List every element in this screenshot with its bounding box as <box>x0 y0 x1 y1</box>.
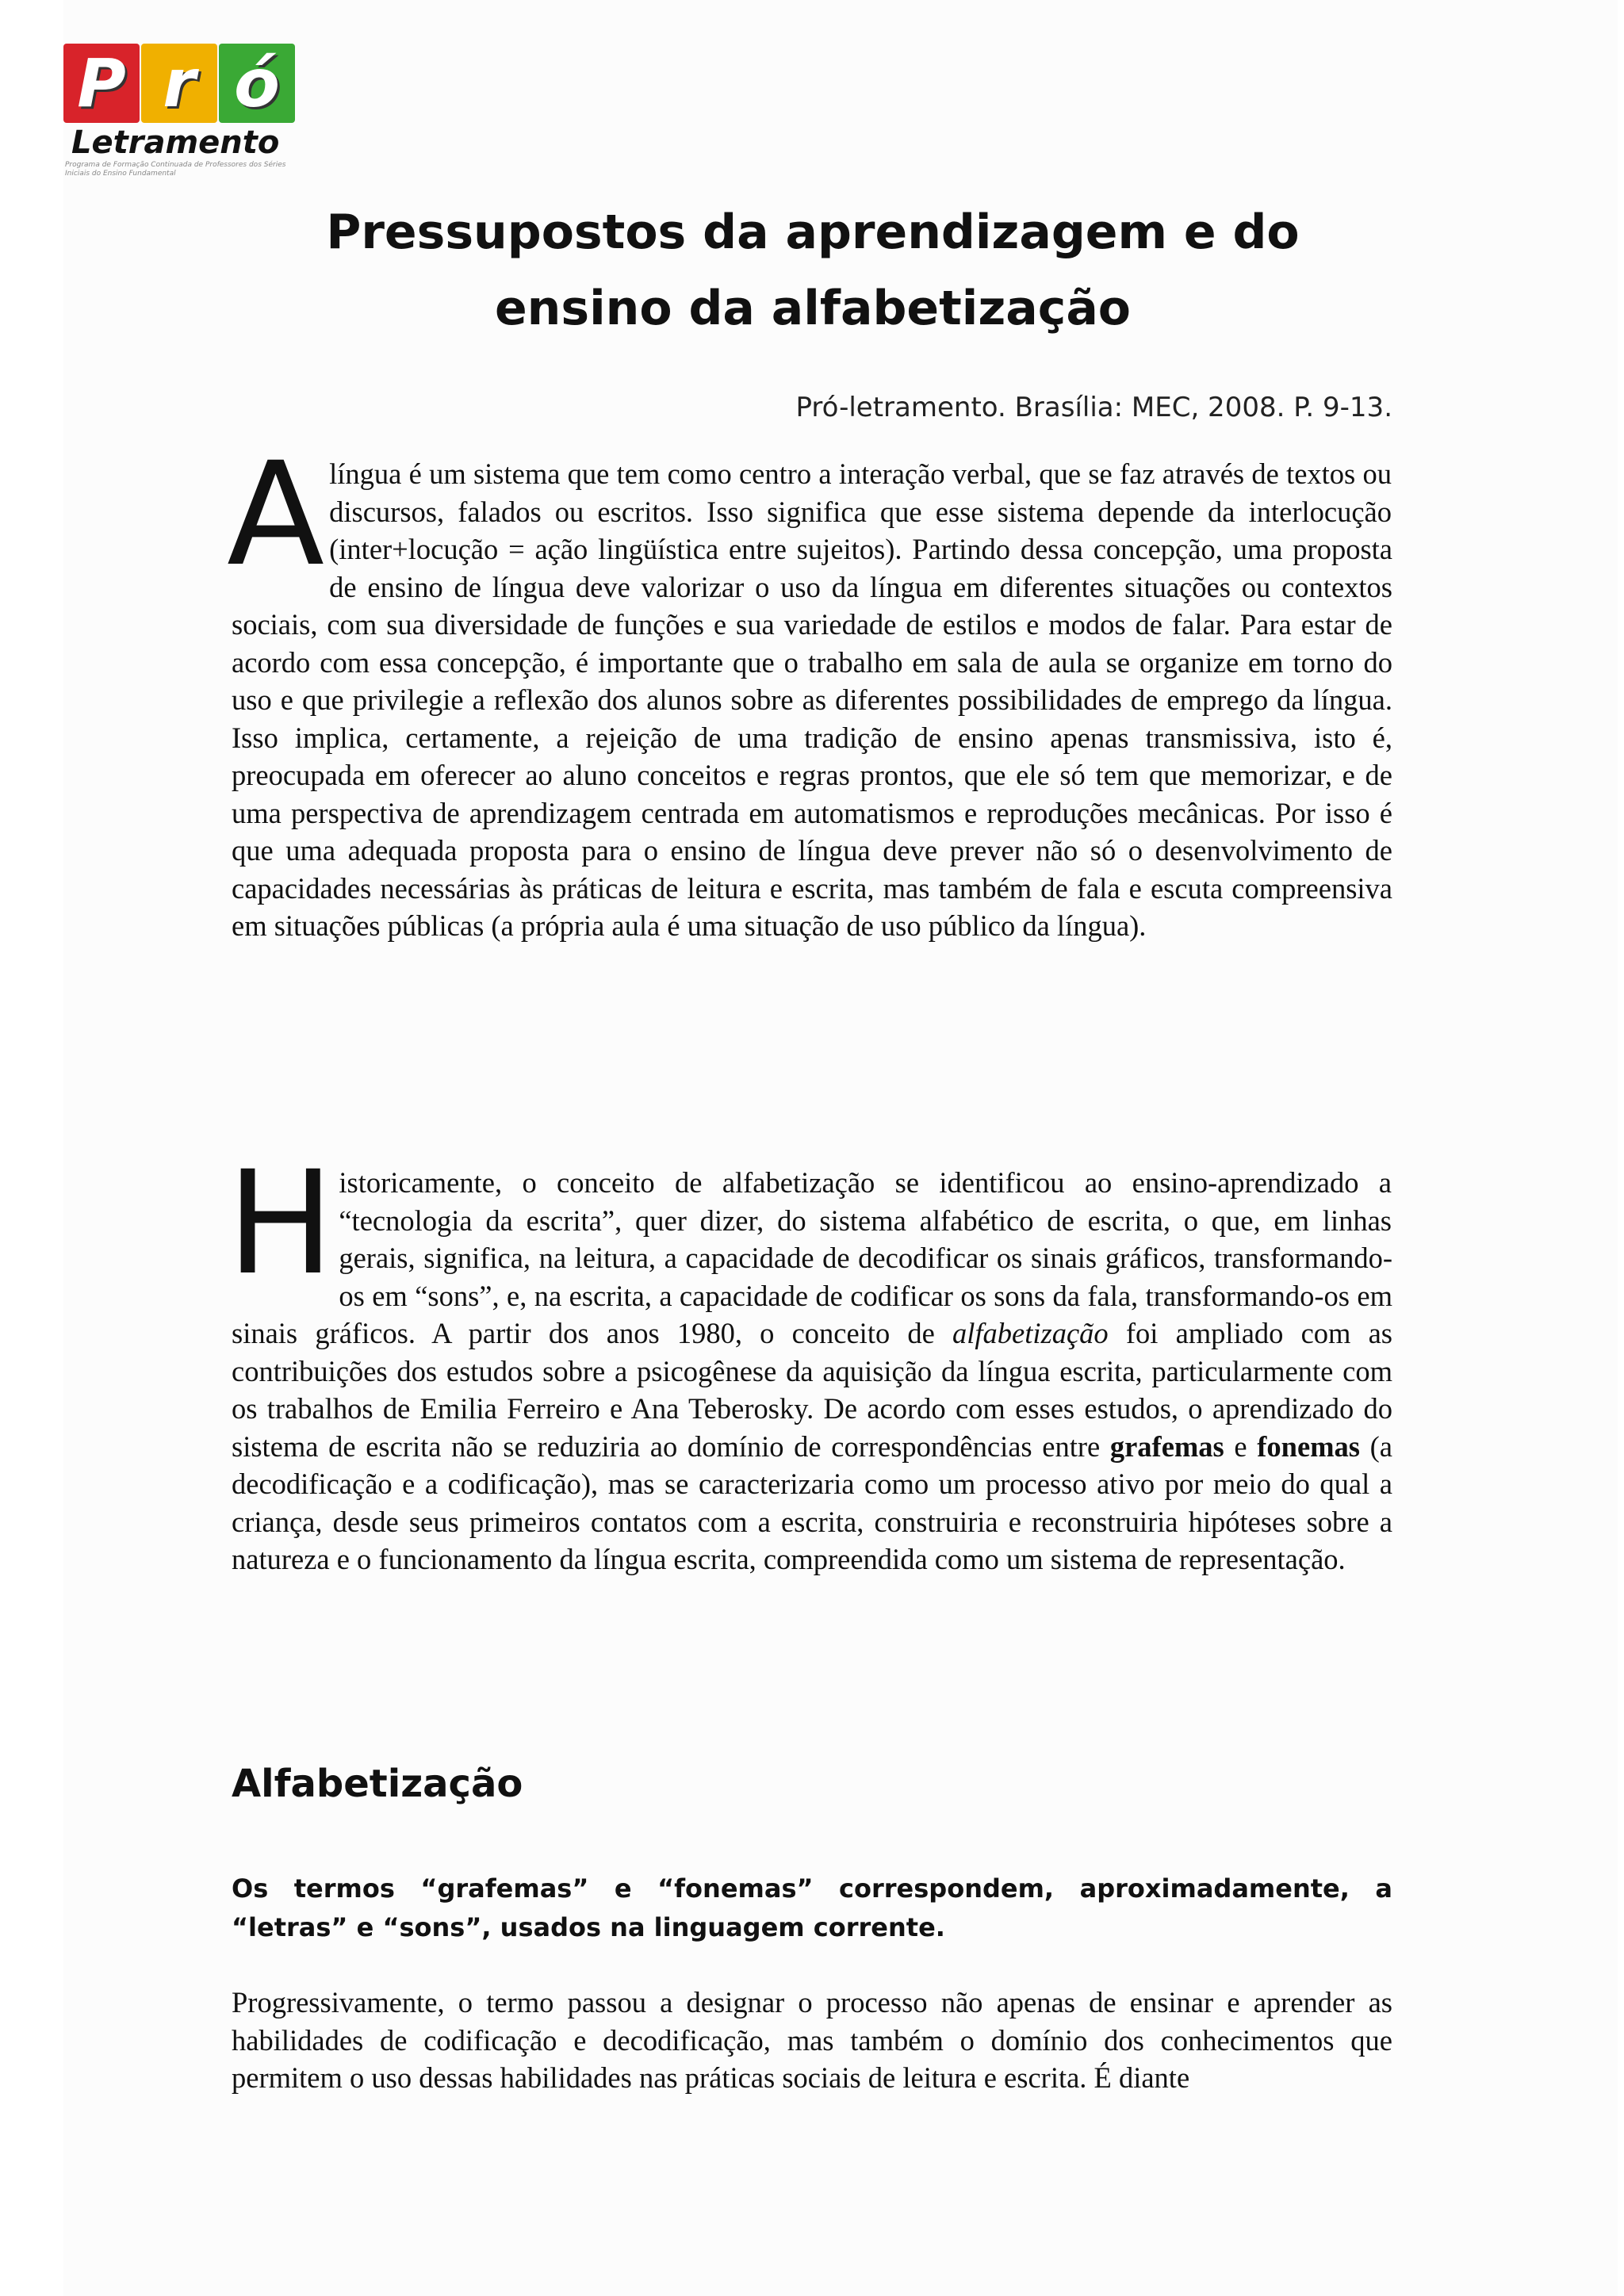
paragraph-2-italic: alfabetização <box>952 1317 1109 1349</box>
paragraph-2-text-3: (a decodificação e a codificação), mas se caracterizaria como um processo ativo por meio do qual a criança, desde seus primeiros contatos com a escrita, construiria e reconstruiria hipóteses sobre a natureza e o funcionamento da língua escrita, compreendida como um sistema de representação. <box>232 1429 1393 1575</box>
document-title: Pressupostos da aprendizagem e do ensino da alfabetização <box>326 205 1300 336</box>
logo-letter-r: r <box>141 44 217 123</box>
paragraph-2-text-1: istoricamente, o conceito de alfabetização se identificou ao ensino-aprendizado a “tecnologia da escrita”, quer dizer, do sistema alfabético de escrita, o que, em linhas gerais, significa, na leitura, a capacidade de decodificar os sinais gráficos, transformando-os em “sons”, e, na escrita, a capacidade de codificar os sons da fala, transformando-os em sinais gráficos. A partir dos anos 1980, o conceito de <box>232 1166 1392 1349</box>
paragraph-3: Progressivamente, o termo passou a designar o processo não apenas de ensinar e aprender as habilidades de codificação e decodificação, mas também o domínio dos conhecimentos que permitem o uso dessas habilidades nas práticas sociais de leitura e escrita. É diante <box>232 1986 1392 2094</box>
dropcap-a: A <box>227 432 325 598</box>
paragraph-2 <box>227 1141 1393 1578</box>
section-heading: Alfabetização <box>232 1762 523 1806</box>
paragraph-2-text-2: foi ampliado com as contribuições dos estudos sobre a psicogênese da aquisição da língua escrita, particularmente com os trabalhos de Emilia Ferreiro e Ana Teberosky. De acordo com esses estudos, o aprendizado do sistema de escrita não se reduziria ao domínio de correspondências entre <box>232 1317 1392 1463</box>
terms-note: Os termos “grafemas” e “fonemas” correspondem, aproximadamente, a “letras” e “sons”, usados na linguagem corrente. <box>232 1873 1392 1942</box>
term-grafemas: grafemas <box>1109 1429 1224 1463</box>
logo-letter-o: ó <box>219 44 295 123</box>
logo-letter-p: P <box>63 44 140 123</box>
source-citation: Pró-letramento. Brasília: MEC, 2008. P. 9-13. <box>795 392 1392 423</box>
dropcap-h: H <box>227 1141 335 1307</box>
term-fonemas: fonemas <box>1257 1429 1361 1463</box>
pro-letramento-logo <box>63 44 317 194</box>
paragraph-1-text: língua é um sistema que tem como centro a interação verbal, que se faz através de textos ou discursos, falados ou escritos. Isso significa que esse sistema depende da interlocução (inter+locução = ação lingüística entre sujeitos). Partindo dessa concepção, uma proposta de ensino de língua deve valorizar o uso da língua em diferentes situações ou contextos sociais, com sua diversidade de funções e sua variedade de estilos e modos de falar. Para estar de acordo com essa concepção, é importante que o trabalho em sala de aula se organize em torno do uso e que privilegie a reflexão dos alunos sobre as diferentes possibilidades de emprego da língua. Isso implica, certamente, a rejeição de uma tradição de ensino apenas transmissiva, isto é, preocupada em oferecer ao aluno conceitos e regras prontos, que ele só tem que memorizar, e de uma perspectiva de aprendizagem centrada em automatismos e reproduções mecânicas. Por isso é que uma adequada proposta para o ensino de língua deve prever não só o desenvolvimento de capacidades necessárias às práticas de leitura e escrita, mas também de fala e escuta compreensiva em situações públicas (a própria aula é uma situação de uso público da língua). <box>232 457 1392 942</box>
logo-name: Letramento <box>71 124 280 161</box>
paragraph-1 <box>227 432 1392 945</box>
paragraph-2-and: e <box>1224 1429 1258 1463</box>
logo-tagline: Programa de Formação Continuada de Professores dos Séries Iniciais do Ensino Fundamental <box>65 161 286 178</box>
